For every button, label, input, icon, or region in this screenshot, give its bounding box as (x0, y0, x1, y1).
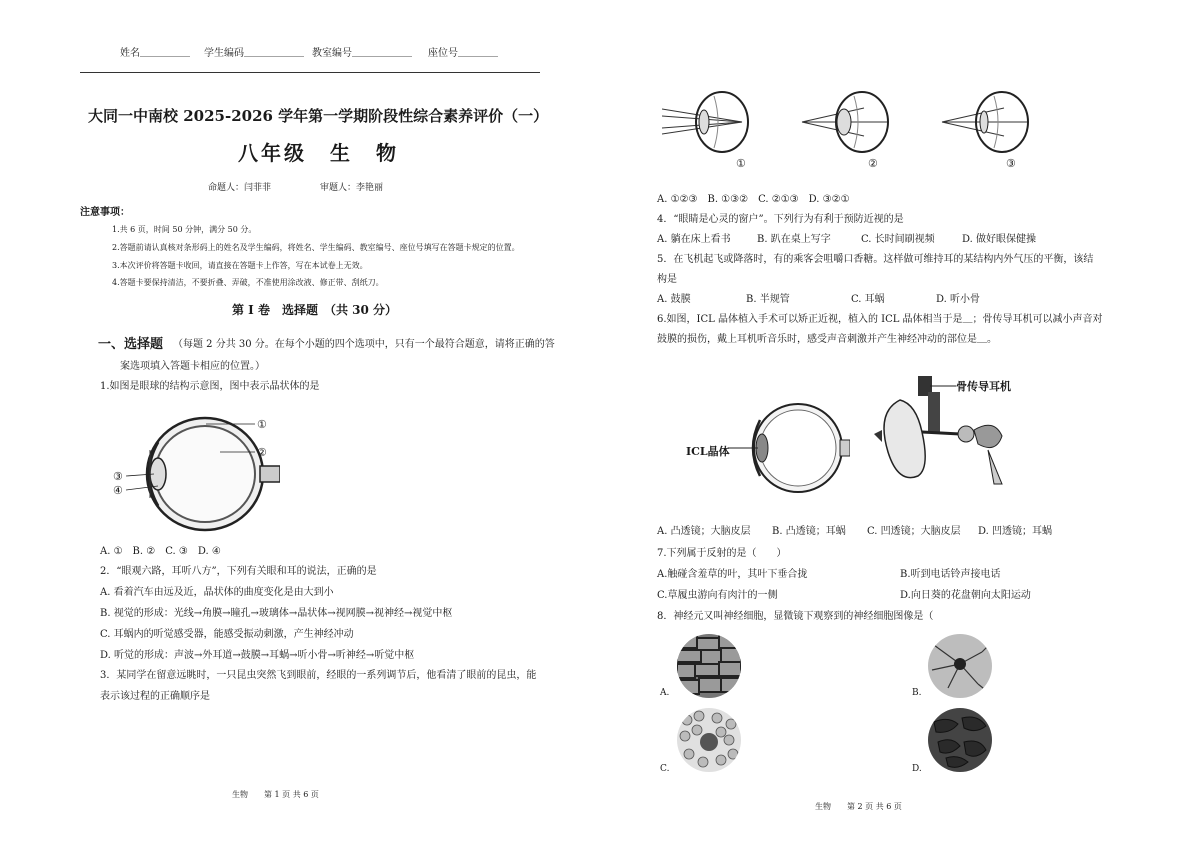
question-7: 7.下列属于反射的是（ ） (657, 548, 787, 559)
question-2-option-d: D. 听觉的形成：声波→外耳道→鼓膜→耳蜗→听小骨→听神经→听觉中枢 (100, 650, 415, 661)
eye-label-1: ① (257, 418, 267, 431)
note-item: 4.答题卡要保持清洁，不要折叠、弄破，不准使用涂改液、修正带、刮纸刀。 (112, 278, 384, 287)
exam-title: 大同一中南校 2025-2026 学年第一学期阶段性综合素养评价（一） (88, 107, 549, 125)
eye-diagram-label-3: ③ (1006, 157, 1016, 170)
section-title: 第 I 卷 选择题 （共 30 分） (232, 303, 398, 317)
eye-label-2: ② (257, 446, 267, 459)
note-item: 3.本次评价将答题卡收回，请直接在答题卡上作答，写在本试卷上无效。 (112, 261, 368, 270)
part-title: 一、选择题 (98, 337, 164, 352)
question-3: 3．某同学在留意远眺时，一只昆虫突然飞到眼前，经眼的一系列调节后，他看清了眼前的昆虫，能 (100, 670, 537, 681)
room-no-label: 教室编号＿＿＿＿＿＿ (312, 48, 412, 59)
question-2-option-b: B. 视觉的形成：光线→角膜→瞳孔→玻璃体→晶状体→视网膜→视神经→视觉中枢 (100, 608, 453, 619)
question-2: 2．“眼观六路，耳听八方”，下列有关眼和耳的说法，正确的是 (100, 566, 377, 577)
question-5-cont: 构是 (657, 274, 677, 285)
setter: 命题人：闫菲菲 (208, 183, 272, 193)
seat-no-label: 座位号＿＿＿＿ (428, 48, 498, 59)
question-5-option-a: A. 鼓膜 (657, 294, 691, 305)
question-3-cont: 表示该过程的正确顺序是 (100, 691, 210, 702)
question-4-option-d: D. 做好眼保健操 (962, 234, 1037, 245)
question-6-option-b: B. 凸透镜；耳蜗 (772, 526, 846, 537)
page-footer: 生物 第 1 页 共 6 页 (232, 790, 319, 799)
eye-label-3: ③ (113, 470, 123, 483)
question-6: 6.如图，ICL 晶体植入手术可以矫正近视，植入的 ICL 晶体相当于是＿；骨传导耳机可以减小声音对 (657, 314, 1103, 325)
micrograph-label-a: A. (660, 688, 670, 698)
icl-label: ICL晶体 (686, 445, 730, 458)
micrograph-a (677, 634, 741, 698)
micrograph-label-d: D. (912, 764, 922, 774)
question-2-option-a: A. 看着汽车由远及近，晶状体的曲度变化是由大到小 (100, 587, 334, 598)
page-footer: 生物 第 2 页 共 6 页 (815, 802, 902, 811)
micrograph-b (928, 634, 992, 698)
notes-title: 注意事项： (80, 207, 130, 218)
student-id-label: 学生编码＿＿＿＿＿＿ (204, 48, 304, 59)
question-4-option-b: B. 趴在桌上写字 (757, 234, 831, 245)
question-4-option-c: C. 长时间刷视频 (861, 234, 935, 245)
note-item: 2.答题前请认真核对条形码上的姓名及学生编码，将姓名、学生编码、教室编号、座位号填写在答题卡规定的位置。 (112, 243, 520, 252)
micrograph-label-b: B. (912, 688, 922, 698)
subject-title: 八年级 生 物 (238, 141, 399, 165)
part-description: （每题 2 分共 30 分。在每个小题的四个选项中，只有一个最符合题意，请将正确的答 (173, 339, 555, 350)
question-3-options: A. ①②③ B. ①③② C. ②①③ D. ③②① (657, 194, 850, 205)
question-6-option-c: C. 凹透镜；大脑皮层 (867, 526, 961, 537)
question-6-option-d: D. 凹透镜；耳蜗 (978, 526, 1053, 537)
header-divider (80, 72, 540, 73)
bone-label-pointer (930, 383, 956, 389)
question-5: 5．在飞机起飞或降落时，有的乘客会咀嚼口香糖。这样做可维持耳的某结构内外气压的平衡，该结 (657, 254, 1094, 265)
question-8: 8．神经元又叫神经细胞，显微镜下观察到的神经细胞图像是（ (657, 611, 934, 622)
question-7-option-c: C.草履虫游向有肉汁的一侧 (657, 590, 778, 601)
bone-conduction-label: 骨传导耳机 (956, 380, 1011, 393)
part-description-cont: 案选项填入答题卡相应的位置。） (120, 361, 265, 372)
micrograph-label-c: C. (660, 764, 670, 774)
question-7-option-a: A.触碰含羞草的叶，其叶下垂合拢 (657, 569, 808, 580)
question-4: 4．“眼睛是心灵的窗户”。下列行为有利于预防近视的是 (657, 214, 904, 225)
question-5-option-c: C. 耳蜗 (851, 294, 885, 305)
eye-accommodation-diagrams (662, 84, 1042, 154)
micrograph-d (928, 708, 992, 772)
question-5-option-b: B. 半规管 (746, 294, 790, 305)
question-7-option-d: D.向日葵的花盘朝向太阳运动 (900, 590, 1031, 601)
icl-pointer (728, 441, 758, 455)
eye-diagram-label-2: ② (868, 157, 878, 170)
note-item: 1.共 6 页，时间 50 分钟，满分 50 分。 (112, 225, 257, 234)
question-7-option-b: B.听到电话铃声接电话 (900, 569, 1001, 580)
question-1-options: A. ① B. ② C. ③ D. ④ (100, 546, 221, 557)
question-6-cont: 鼓膜的损伤，戴上耳机听音乐时，感受声音刺激并产生神经冲动的部位是＿。 (657, 334, 997, 345)
question-5-option-d: D. 听小骨 (936, 294, 981, 305)
eyeball-diagram (110, 410, 280, 540)
question-1: 1.如图是眼球的结构示意图，图中表示晶状体的是 (100, 381, 320, 392)
name-label: 姓名＿＿＿＿＿ (120, 48, 190, 59)
question-4-option-a: A. 躺在床上看书 (657, 234, 731, 245)
micrograph-c (677, 708, 741, 772)
eye-label-4: ④ (113, 484, 123, 497)
reviewer: 审题人：李艳丽 (320, 183, 384, 193)
question-2-option-c: C. 耳蜗内的听觉感受器，能感受振动刺激，产生神经冲动 (100, 629, 354, 640)
question-6-option-a: A. 凸透镜；大脑皮层 (657, 526, 751, 537)
eye-diagram-label-1: ① (736, 157, 746, 170)
